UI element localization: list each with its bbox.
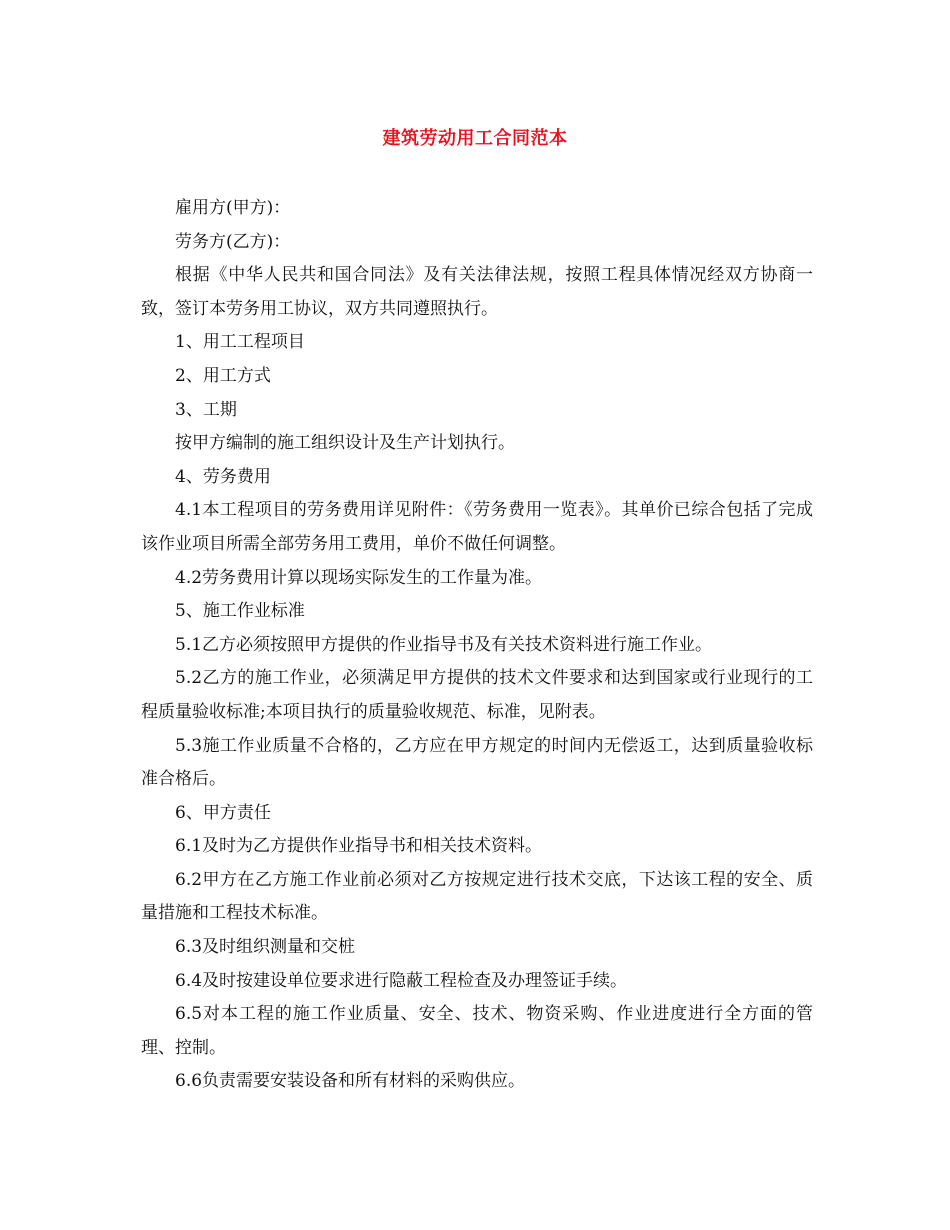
clause-4-1: 4.1本工程项目的劳务费用详见附件：《劳务费用一览表》。其单价已综合包括了完成该作业项目所需全部劳务用工费用，单价不做任何调整。 — [141, 500, 813, 554]
clause-4-2: 4.2劳务费用计算以现场实际发生的工作量为准。 — [175, 567, 543, 588]
section-heading-4: 4、劳务费用 — [175, 466, 271, 487]
clause-5-3: 5.3施工作业质量不合格的，乙方应在甲方规定的时间内无偿返工，达到质量验收标准合格后。 — [141, 735, 813, 790]
section-heading-1: 1、用工工程项目 — [175, 332, 305, 353]
clause-6-6: 6.6负责需要安装设备和所有材料的采购供应。 — [175, 1071, 526, 1092]
clause-6-5: 6.5对本工程的施工作业质量、安全、技术、物资采购、作业进度进行全方面的管理、控制。 — [141, 1004, 813, 1058]
clause-6-4: 6.4及时按建设单位要求进行隐蔽工程检查及办理签证手续。 — [175, 970, 628, 991]
document-body — [141, 192, 813, 1099]
clause-6-3: 6.3及时组织测量和交桩 — [175, 937, 356, 958]
clause-5-1: 5.1乙方必须按照甲方提供的作业指导书及有关技术资料进行施工作业。 — [175, 634, 713, 655]
clause-5-2: 5.2乙方的施工作业，必须满足甲方提供的技术文件要求和达到国家或行业现行的工程质量验收标准;本项目执行的质量验收规范、标准，见附表。 — [141, 668, 813, 722]
paragraph-schedule: 按甲方编制的施工组织设计及生产计划执行。 — [175, 433, 515, 454]
clause-6-1: 6.1及时为乙方提供作业指导书和相关技术资料。 — [175, 836, 543, 857]
paragraph-employer: 雇用方(甲方)： — [175, 198, 291, 218]
section-heading-5: 5、施工作业标准 — [175, 601, 305, 622]
section-heading-3: 3、工期 — [175, 399, 237, 420]
section-heading-6: 6、甲方责任 — [175, 802, 271, 823]
clause-6-2: 6.2甲方在乙方施工作业前必须对乙方按规定进行技术交底，下达该工程的安全、质量措施和工程技术标准。 — [141, 869, 813, 924]
paragraph-preamble: 根据《中华人民共和国合同法》及有关法律法规，按照工程具体情况经双方协商一致，签订本劳务用工协议，双方共同遵照执行。 — [141, 265, 813, 319]
paragraph-laborer: 劳务方(乙方)： — [175, 231, 291, 252]
section-heading-2: 2、用工方式 — [175, 365, 271, 386]
document-title: 建筑劳动用工合同范本 — [382, 128, 568, 149]
